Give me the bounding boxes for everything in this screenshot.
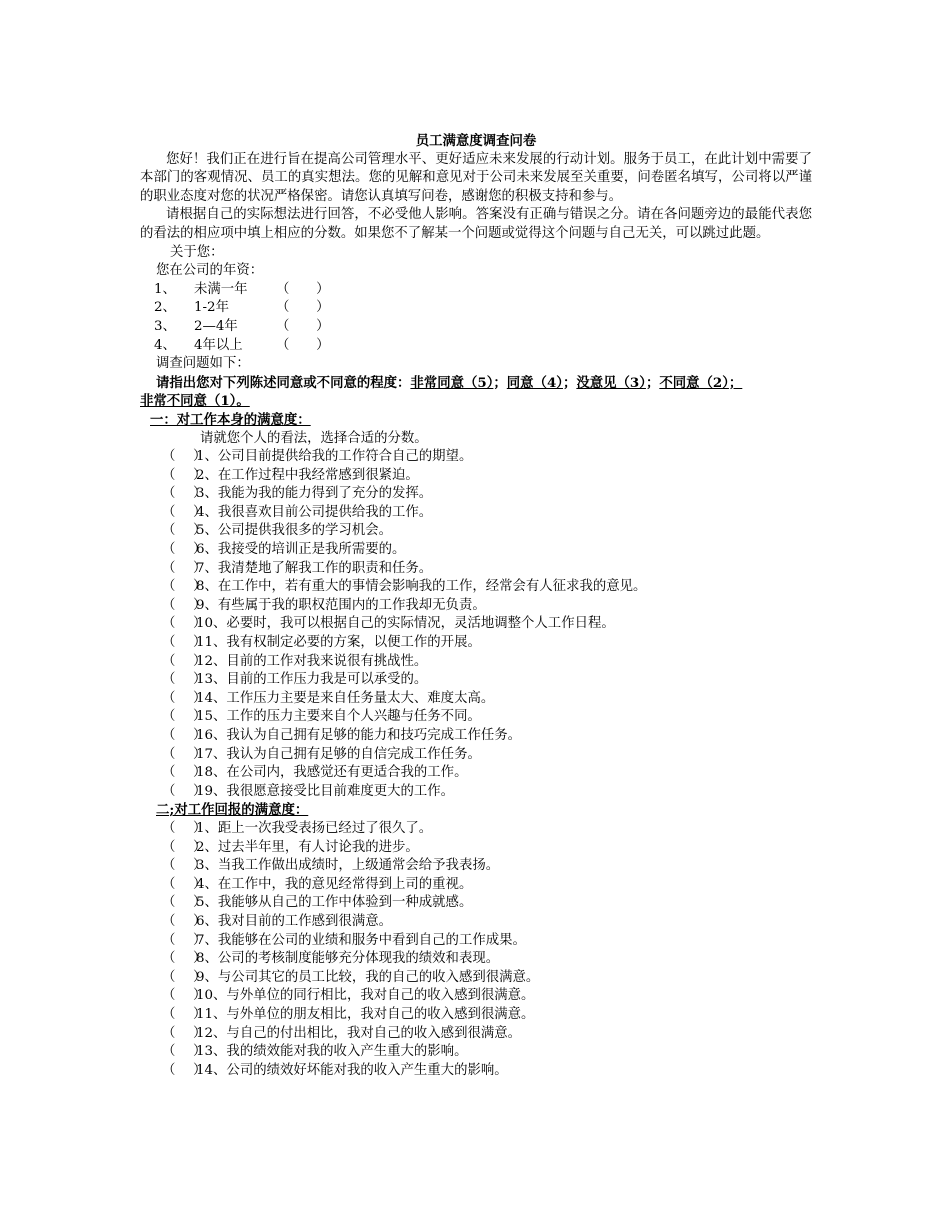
tenure-option-blank[interactable]: （ ） xyxy=(276,318,330,334)
answer-blank[interactable]: （ ） xyxy=(162,876,207,892)
question-item xyxy=(140,597,812,616)
answer-blank[interactable]: （ ） xyxy=(162,1044,207,1060)
answer-blank[interactable]: （ ） xyxy=(162,560,207,576)
question-text: 4、我很喜欢目前公司提供给我的工作。 xyxy=(196,504,433,520)
tenure-option xyxy=(140,299,812,318)
question-item xyxy=(140,448,812,467)
question-item xyxy=(140,467,812,486)
answer-blank[interactable]: （ ） xyxy=(162,746,207,762)
question-text: 2、在工作过程中我经常感到很紧迫。 xyxy=(196,467,419,483)
question-text: 11、我有权制定必要的方案，以便工作的开展。 xyxy=(196,635,481,651)
question-item xyxy=(140,634,812,653)
question-text: 13、我的绩效能对我的收入产生重大的影响。 xyxy=(196,1044,468,1060)
tenure-option-blank[interactable]: （ ） xyxy=(276,337,330,353)
question-item xyxy=(140,783,812,802)
tenure-question: 您在公司的年资： xyxy=(156,263,264,279)
tenure-option xyxy=(140,281,812,300)
page-title: 员工满意度调查问卷 xyxy=(415,133,537,149)
question-text: 9、有些属于我的职权范围内的工作我却无负责。 xyxy=(196,597,486,613)
question-item xyxy=(140,560,812,579)
answer-blank[interactable]: （ ） xyxy=(162,616,207,632)
answer-blank[interactable]: （ ） xyxy=(162,579,207,595)
answer-blank[interactable]: （ ） xyxy=(162,895,207,911)
answer-blank[interactable]: （ ） xyxy=(162,1062,207,1078)
answer-blank[interactable]: （ ） xyxy=(162,932,207,948)
questions-label: 调查问题如下： xyxy=(156,356,250,372)
answer-blank[interactable]: （ ） xyxy=(162,728,207,743)
question-item xyxy=(140,522,812,541)
answer-blank[interactable]: （ ） xyxy=(162,467,207,483)
answer-blank[interactable]: （ ） xyxy=(162,709,207,725)
answer-blank[interactable]: （ ） xyxy=(162,1025,207,1041)
question-item xyxy=(140,708,812,727)
question-text: 14、工作压力主要是来自任务量太大、难度太高。 xyxy=(196,690,495,706)
tenure-option-label: 1-2年 xyxy=(194,300,229,316)
question-text: 11、与外单位的朋友相比，我对自己的收入感到很满意。 xyxy=(196,1006,535,1022)
section2-heading: 二;对工作回报的满意度： xyxy=(156,802,309,819)
answer-blank[interactable]: （ ） xyxy=(162,504,207,520)
question-item xyxy=(140,671,812,690)
tenure-option-blank[interactable]: （ ） xyxy=(276,281,330,297)
question-item xyxy=(140,727,812,746)
question-text: 1、公司目前提供给我的工作符合自己的期望。 xyxy=(196,449,473,465)
tenure-option xyxy=(140,337,812,356)
question-item xyxy=(140,541,812,560)
question-text: 7、我能够在公司的业绩和服务中看到自己的工作成果。 xyxy=(196,932,526,948)
answer-blank[interactable]: （ ） xyxy=(162,449,207,465)
question-item xyxy=(140,746,812,765)
question-text: 2、过去半年里，有人讨论我的进步。 xyxy=(196,839,419,855)
about-label: 关于您： xyxy=(170,244,224,260)
tenure-option-number: 1、 xyxy=(154,281,176,297)
scale-agree: 同意（4） xyxy=(506,374,563,391)
tenure-option-label: 4年以上 xyxy=(194,337,243,353)
scale-prefix: 请指出您对下列陈述同意或不同意的程度： xyxy=(156,374,411,391)
question-text: 19、我很愿意接受比目前难度更大的工作。 xyxy=(196,783,455,799)
section1-hint: 请就您个人的看法，选择合适的分数。 xyxy=(200,430,428,446)
question-item xyxy=(140,932,812,951)
answer-blank[interactable]: （ ） xyxy=(162,653,207,669)
answer-blank[interactable]: （ ） xyxy=(162,765,207,781)
question-text: 8、公司的考核制度能够充分体现我的绩效和表现。 xyxy=(196,951,500,967)
scale-sep: ； xyxy=(645,374,660,391)
answer-blank[interactable]: （ ） xyxy=(162,542,207,558)
question-item xyxy=(140,820,812,839)
question-text: 17、我认为自己拥有足够的自信完成工作任务。 xyxy=(196,746,481,762)
question-text: 12、与自己的付出相比，我对自己的收入感到很满意。 xyxy=(196,1025,522,1041)
answer-blank[interactable]: （ ） xyxy=(162,1006,207,1022)
question-text: 6、我接受的培训正是我所需要的。 xyxy=(196,542,406,558)
survey-document xyxy=(140,132,812,1080)
question-text: 6、我对目前的工作感到很满意。 xyxy=(196,913,392,929)
question-text: 5、我能够从自己的工作中体验到一种成就感。 xyxy=(196,895,473,911)
tenure-options xyxy=(140,281,812,355)
rating-scale-line1 xyxy=(140,374,812,393)
answer-blank[interactable]: （ ） xyxy=(162,969,207,985)
question-text: 7、我清楚地了解我工作的职责和任务。 xyxy=(196,560,433,576)
question-text: 3、当我工作做出成绩时，上级通常会给予我表扬。 xyxy=(196,858,500,874)
scale-sep: ； xyxy=(728,374,743,391)
tenure-option-number: 2、 xyxy=(154,300,176,316)
answer-blank[interactable]: （ ） xyxy=(162,523,207,539)
answer-blank[interactable]: （ ） xyxy=(162,858,207,874)
question-item xyxy=(140,1025,812,1044)
question-text: 14、公司的绩效好坏能对我的收入产生重大的影响。 xyxy=(196,1062,508,1078)
scale-strongly-agree: 非常同意（5） xyxy=(410,374,494,391)
question-item xyxy=(140,839,812,858)
question-item xyxy=(140,1043,812,1062)
question-item xyxy=(140,485,812,504)
answer-blank[interactable]: （ ） xyxy=(162,635,207,651)
intro-paragraph: 您好！我们正在进行旨在提高公司管理水平、更好适应未来发展的行动计划。服务于员工，在此计划中需要了本部门的客观情况、员工的真实想法。您的见解和意见对于公司未来发展至关重要，问卷匿名填写，公司将以严谨的职业态度对您的状况严格保密。请您认真填写问卷，感谢您的积极支持和参与。 xyxy=(140,151,812,204)
question-item xyxy=(140,653,812,672)
question-text: 9、与公司其它的员工比较，我的自己的收入感到很满意。 xyxy=(196,969,540,985)
question-text: 10、与外单位的同行相比，我对自己的收入感到很满意。 xyxy=(196,988,535,1004)
question-item xyxy=(140,857,812,876)
question-text: 5、公司提供我很多的学习机会。 xyxy=(196,523,392,539)
tenure-option-number: 4、 xyxy=(154,337,176,353)
answer-blank[interactable]: （ ） xyxy=(162,486,207,502)
answer-blank[interactable]: （ ） xyxy=(162,839,207,855)
tenure-option xyxy=(140,318,812,337)
answer-blank[interactable]: （ ） xyxy=(162,783,207,799)
question-text: 15、工作的压力主要来自个人兴趣与任务不同。 xyxy=(196,709,481,725)
section1-heading: 一：对工作本身的满意度： xyxy=(150,411,311,428)
answer-blank[interactable]: （ ） xyxy=(162,597,207,613)
question-item xyxy=(140,913,812,932)
tenure-option-label: 2—4年 xyxy=(194,318,238,334)
section1-questions xyxy=(140,448,812,801)
answer-blank[interactable]: （ ） xyxy=(162,913,207,929)
scale-neutral: 没意见（3） xyxy=(576,374,646,391)
question-text: 13、目前的工作压力我是可以承受的。 xyxy=(196,672,428,688)
question-text: 4、在工作中，我的意见经常得到上司的重视。 xyxy=(196,876,473,892)
question-text: 1、距上一次我受表扬已经过了很久了。 xyxy=(196,820,433,836)
question-item xyxy=(140,690,812,709)
scale-disagree: 不同意（2） xyxy=(659,374,729,391)
question-item xyxy=(140,950,812,969)
question-item xyxy=(140,876,812,895)
section2-questions xyxy=(140,820,812,1080)
question-item xyxy=(140,578,812,597)
question-item xyxy=(140,615,812,634)
question-item xyxy=(140,504,812,523)
rating-scale-line2 xyxy=(140,392,812,411)
question-text: 12、目前的工作对我来说很有挑战性。 xyxy=(196,653,428,669)
question-item xyxy=(140,987,812,1006)
question-text: 16、我认为自己拥有足够的能力和技巧完成工作任务。 xyxy=(196,728,522,743)
answer-blank[interactable]: （ ） xyxy=(162,690,207,706)
question-item xyxy=(140,1006,812,1025)
tenure-option-label: 未满一年 xyxy=(194,281,248,297)
answer-blank[interactable]: （ ） xyxy=(162,820,207,836)
answer-blank[interactable]: （ ） xyxy=(162,988,207,1004)
question-item xyxy=(140,1062,812,1081)
instruction-paragraph: 请根据自己的实际想法进行回答，不必受他人影响。答案没有正确与错误之分。请在各问题旁边的最能代表您的看法的相应项中填上相应的分数。如果您不了解某一个问题或觉得这个问题与自己无关，可以跳过此题。 xyxy=(140,207,812,241)
question-text: 18、在公司内，我感觉还有更适合我的工作。 xyxy=(196,765,468,781)
question-item xyxy=(140,894,812,913)
question-text: 3、我能为我的能力得到了充分的发挥。 xyxy=(196,486,433,502)
scale-strongly-disagree: 非常不同意（1） xyxy=(140,393,237,410)
scale-sep: ； xyxy=(562,374,577,391)
question-text: 8、在工作中，若有重大的事情会影响我的工作，经常会有人征求我的意见。 xyxy=(196,579,647,595)
scale-end: 。 xyxy=(236,393,250,410)
question-text: 10、必要时，我可以根据自己的实际情况，灵活地调整个人工作日程。 xyxy=(196,616,615,632)
question-item xyxy=(140,969,812,988)
tenure-option-blank[interactable]: （ ） xyxy=(276,300,330,316)
scale-sep: ； xyxy=(493,374,507,391)
answer-blank[interactable]: （ ） xyxy=(162,951,207,967)
answer-blank[interactable]: （ ） xyxy=(162,672,207,688)
question-item xyxy=(140,764,812,783)
tenure-option-number: 3、 xyxy=(154,318,176,334)
